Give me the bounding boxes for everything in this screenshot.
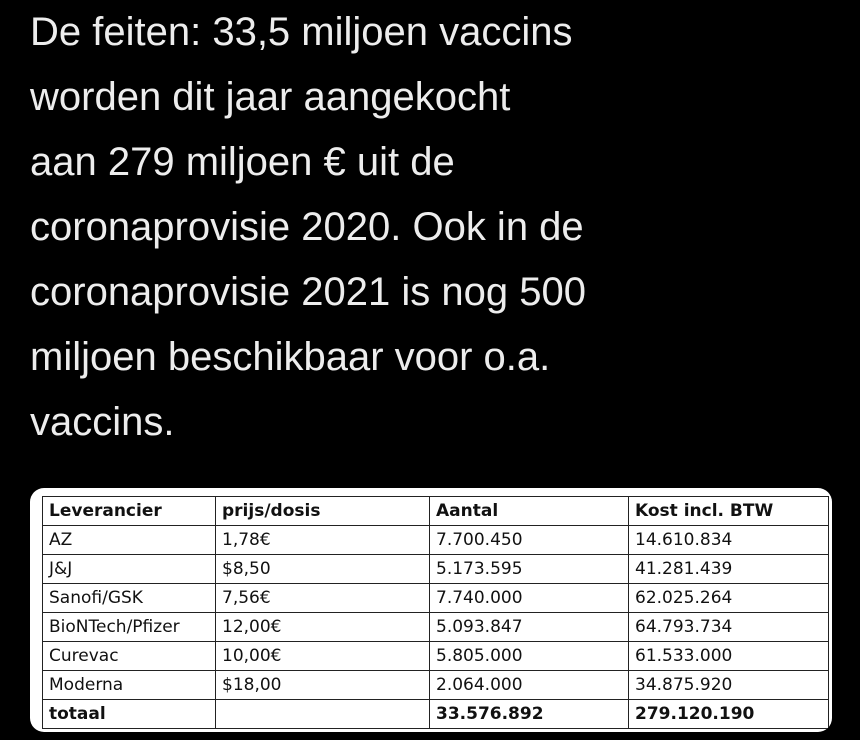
header-cost-incl-vat: Kost incl. BTW: [629, 497, 829, 526]
cell-cost: 64.793.734: [629, 613, 829, 642]
cell-quantity: 5.805.000: [430, 642, 629, 671]
vaccine-table-image: [30, 488, 832, 732]
table-row: [43, 671, 829, 700]
cell-cost: 62.025.264: [629, 584, 829, 613]
total-label: totaal: [43, 700, 216, 729]
cell-quantity: 7.700.450: [430, 526, 629, 555]
cell-price: $8,50: [216, 555, 430, 584]
table-row: [43, 555, 829, 584]
cell-cost: 34.875.920: [629, 671, 829, 700]
total-quantity: 33.576.892: [430, 700, 629, 729]
cell-price: $18,00: [216, 671, 430, 700]
header-price-per-dose: prijs/dosis: [216, 497, 430, 526]
post-text-line: vaccins.: [30, 400, 175, 444]
cell-supplier: AZ: [43, 526, 216, 555]
vaccine-table: [42, 496, 829, 729]
post-text-line: De feiten: 33,5 miljoen vaccins: [30, 10, 573, 54]
table-row: [43, 642, 829, 671]
post-text-line: miljoen beschikbaar voor o.a.: [30, 335, 551, 379]
cell-quantity: 5.093.847: [430, 613, 629, 642]
table-header-row: [43, 497, 829, 526]
cell-cost: 61.533.000: [629, 642, 829, 671]
table-row: [43, 584, 829, 613]
post-text-line: coronaprovisie 2020. Ook in de: [30, 205, 584, 249]
total-cost: 279.120.190: [629, 700, 829, 729]
cell-price: 7,56€: [216, 584, 430, 613]
post-text-line: coronaprovisie 2021 is nog 500: [30, 270, 586, 314]
post-text: [30, 0, 850, 455]
cell-supplier: J&J: [43, 555, 216, 584]
cell-supplier: Moderna: [43, 671, 216, 700]
cell-cost: 41.281.439: [629, 555, 829, 584]
cell-supplier: BioNTech/Pfizer: [43, 613, 216, 642]
cell-supplier: Sanofi/GSK: [43, 584, 216, 613]
post-text-line: worden dit jaar aangekocht: [30, 75, 511, 119]
table-row: [43, 526, 829, 555]
post-text-line: aan 279 miljoen € uit de: [30, 140, 455, 184]
cell-price: 12,00€: [216, 613, 430, 642]
cell-cost: 14.610.834: [629, 526, 829, 555]
table-row: [43, 613, 829, 642]
cell-quantity: 2.064.000: [430, 671, 629, 700]
cell-supplier: Curevac: [43, 642, 216, 671]
header-quantity: Aantal: [430, 497, 629, 526]
total-price: [216, 700, 430, 729]
cell-quantity: 5.173.595: [430, 555, 629, 584]
table-total-row: [43, 700, 829, 729]
header-supplier: Leverancier: [43, 497, 216, 526]
cell-price: 1,78€: [216, 526, 430, 555]
cell-quantity: 7.740.000: [430, 584, 629, 613]
cell-price: 10,00€: [216, 642, 430, 671]
